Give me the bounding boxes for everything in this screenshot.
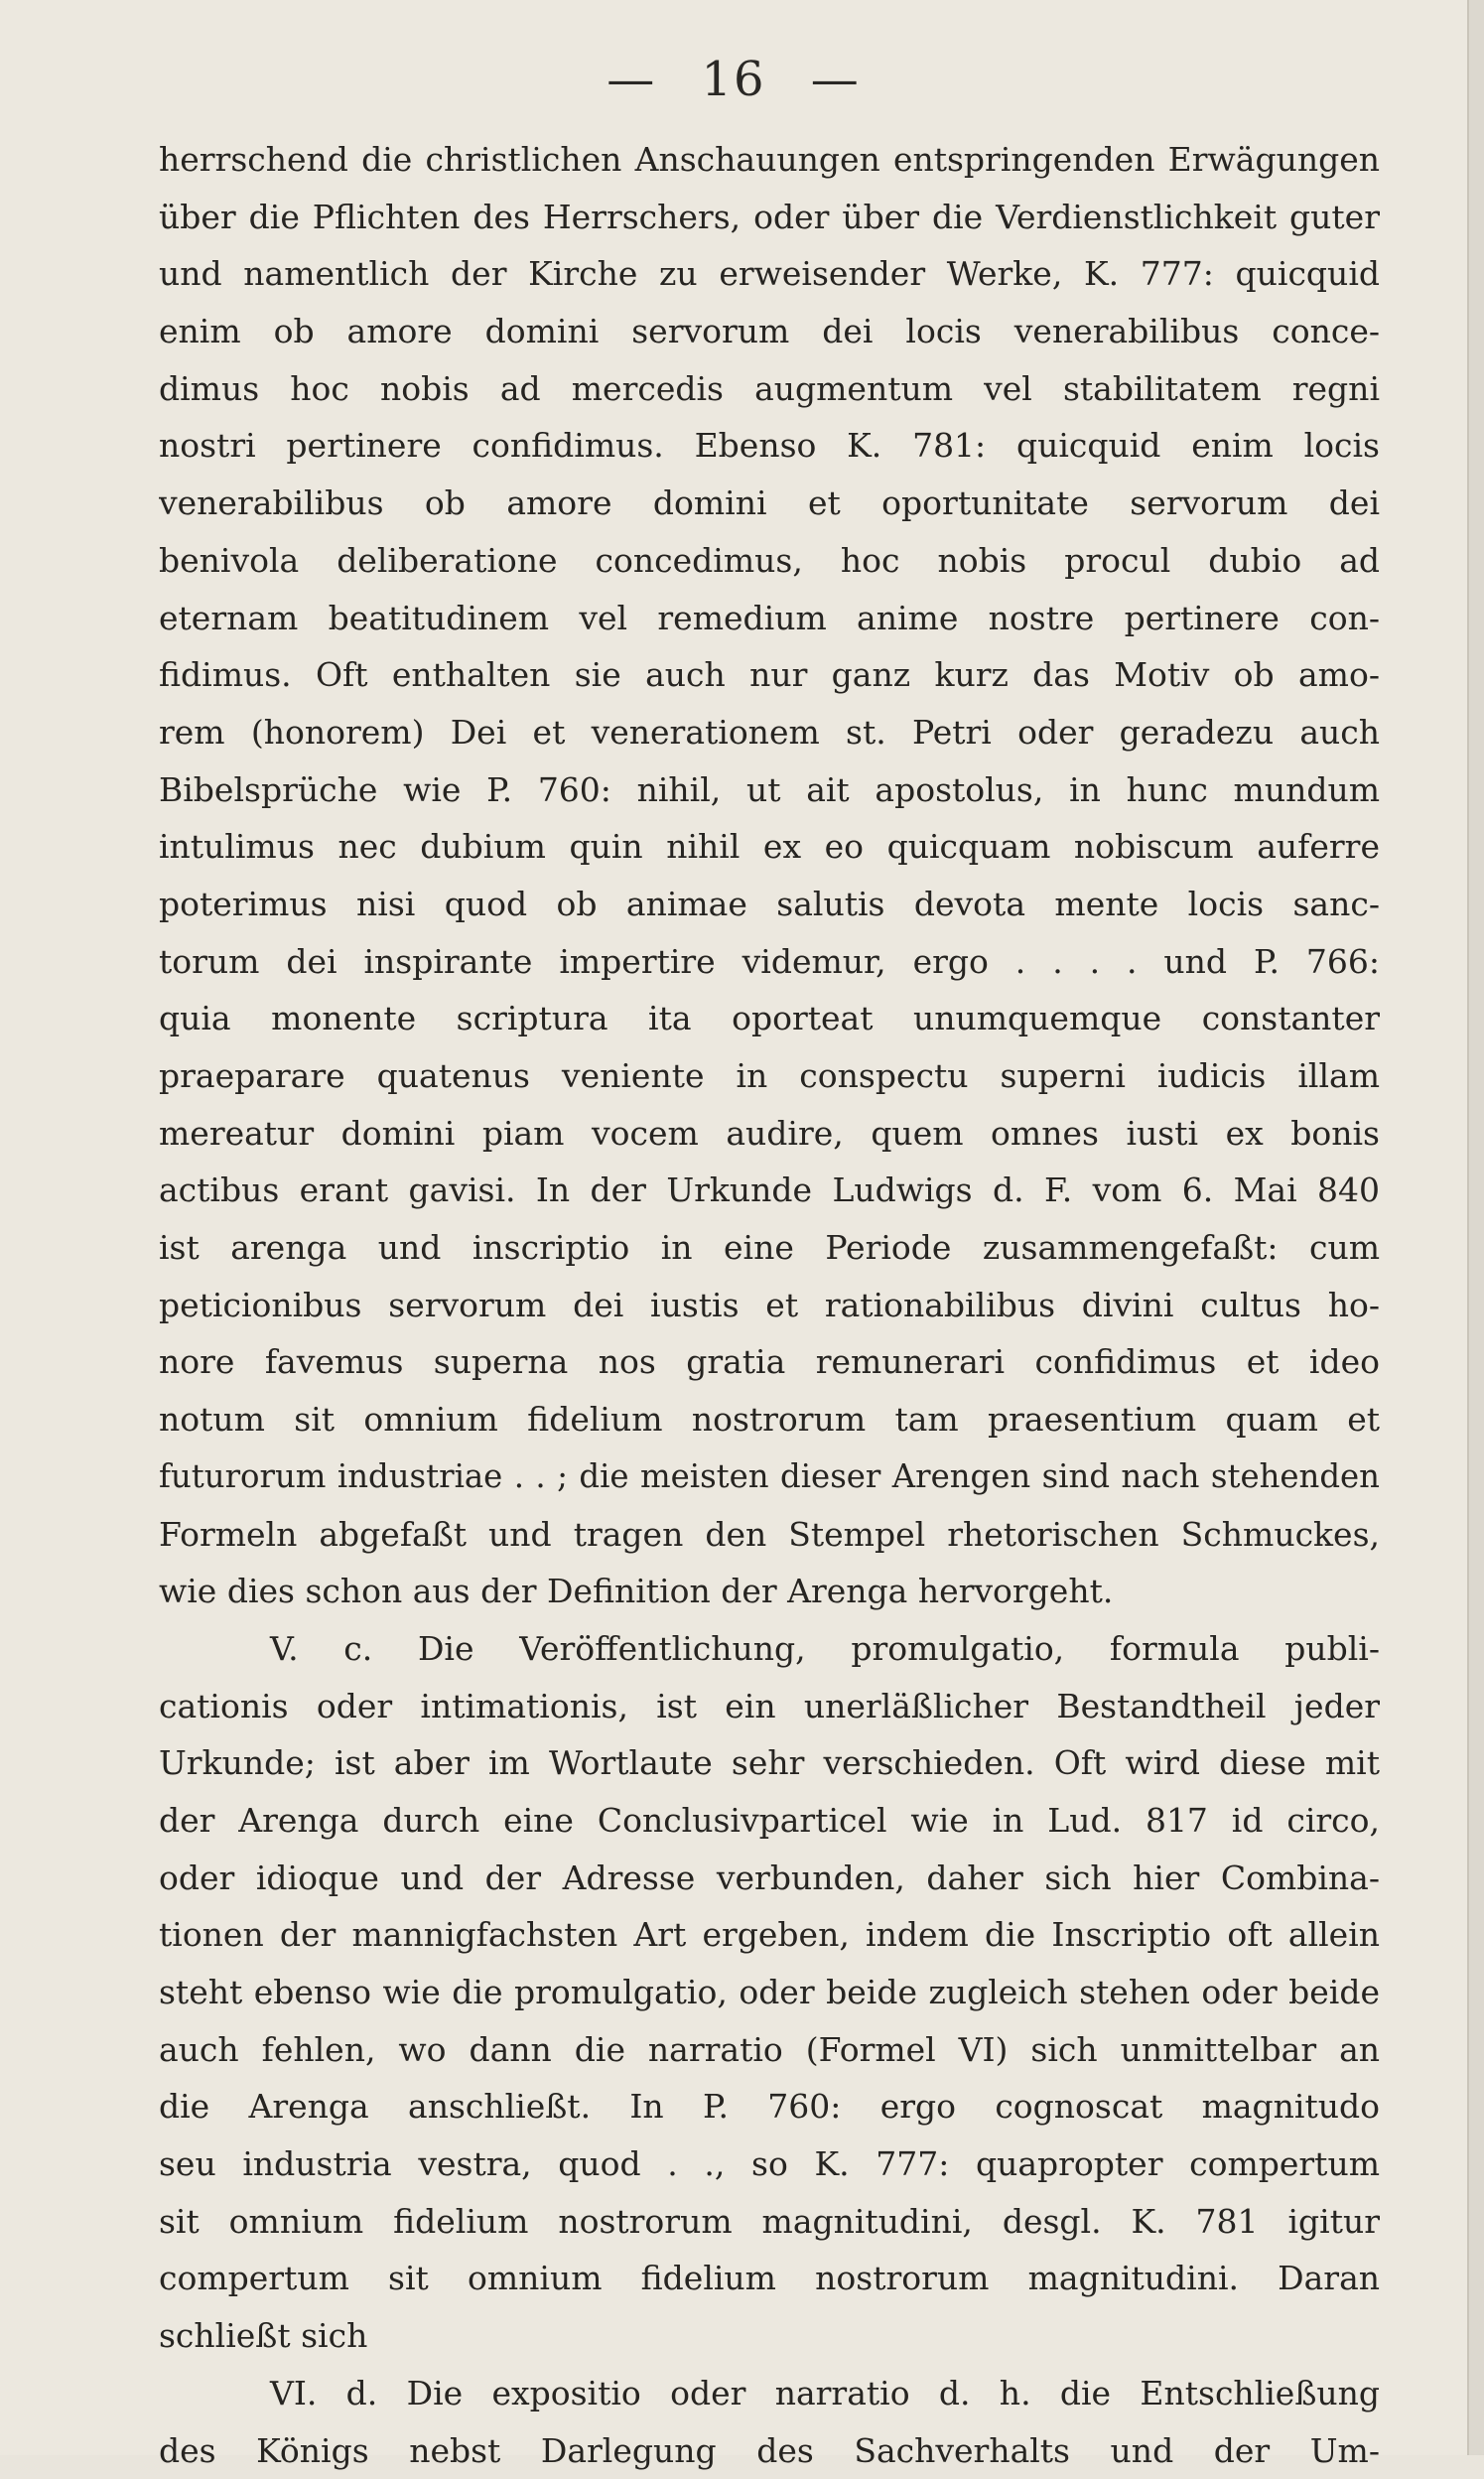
text-line: nostri pertinere confidimus. Ebenso K. 781: quicquid enim locis xyxy=(159,417,1380,475)
text-line: tionen der mannigfachsten Art ergeben, indem die Inscriptio oft allein xyxy=(159,1906,1380,1964)
text-line: torum dei inspirante impertire videmur, ergo . . . . und P. 766: xyxy=(159,933,1380,991)
text-line: des Königs nebst Darlegung des Sachverhalts und der Um- xyxy=(159,2422,1380,2479)
text-line: venerabilibus ob amore domini et oportunitate servorum dei xyxy=(159,475,1380,532)
text-line: futurorum industriae . . ; die meisten dieser Arengen sind nach stehenden xyxy=(159,1448,1380,1506)
text-line: oder idioque und der Adresse verbunden, daher sich hier Combina- xyxy=(159,1850,1380,1907)
text-line: herrschend die christlichen Anschauungen entspringenden Erwägungen xyxy=(159,131,1380,189)
text-line: der Arenga durch eine Conclusivparticel wie in Lud. 817 id circo, xyxy=(159,1792,1380,1850)
text-line: actibus erant gavisi. In der Urkunde Ludwigs d. F. vom 6. Mai 840 xyxy=(159,1162,1380,1219)
text-line: Urkunde; ist aber im Wortlaute sehr verschieden. Oft wird diese mit xyxy=(159,1734,1380,1792)
text-line: enim ob amore domini servorum dei locis venerabilibus conce- xyxy=(159,303,1380,360)
section-heading-line: VI. d. Die expositio oder narratio d. h. die Entschließung xyxy=(159,2365,1380,2422)
text-line: peticionibus servorum dei iustis et rationabilibus divini cultus ho- xyxy=(159,1277,1380,1334)
text-line: wie dies schon aus der Definition der Arenga hervorgeht. xyxy=(159,1563,1380,1620)
text-line: über die Pflichten des Herrschers, oder über die Verdienstlichkeit guter xyxy=(159,189,1380,246)
text-line: mereatur domini piam vocem audire, quem omnes iusti ex bonis xyxy=(159,1105,1380,1163)
text-line: nore favemus superna nos gratia remunerari confidimus et ideo xyxy=(159,1333,1380,1391)
text-line: eternam beatitudinem vel remedium anime nostre pertinere con- xyxy=(159,590,1380,647)
text-line: poterimus nisi quod ob animae salutis devota mente locis sanc- xyxy=(159,876,1380,933)
text-line: Bibelsprüche wie P. 760: nihil, ut ait apostolus, in hunc mundum xyxy=(159,761,1380,819)
text-line: fidimus. Oft enthalten sie auch nur ganz kurz das Motiv ob amo- xyxy=(159,646,1380,704)
text-line: intulimus nec dubium quin nihil ex eo quicquam nobiscum auferre xyxy=(159,818,1380,876)
text-line: rem (honorem) Dei et venerationem st. Petri oder geradezu auch xyxy=(159,704,1380,761)
header-dash-right: — xyxy=(811,52,861,107)
header-dash-left: — xyxy=(607,52,656,107)
text-line: ist arenga und inscriptio in eine Periode zusammengefaßt: cum xyxy=(159,1219,1380,1277)
text-line: benivola deliberatione concedimus, hoc nobis procul dubio ad xyxy=(159,532,1380,590)
text-line: cationis oder intimationis, ist ein unerläßlicher Bestandtheil jeder xyxy=(159,1678,1380,1735)
text-line: notum sit omnium fidelium nostrorum tam praesentium quam et xyxy=(159,1391,1380,1448)
text-line: steht ebenso wie die promulgatio, oder beide zugleich stehen oder beide xyxy=(159,1964,1380,2021)
text-line: sit omnium fidelium nostrorum magnitudini, desgl. K. 781 igitur xyxy=(159,2193,1380,2251)
text-line: quia monente scriptura ita oporteat unumquemque constanter xyxy=(159,990,1380,1047)
text-line: auch fehlen, wo dann die narratio (Formel VI) sich unmittelbar an xyxy=(159,2021,1380,2079)
text-line: schließt sich xyxy=(159,2307,1380,2365)
page-header xyxy=(0,52,1467,107)
text-line: Formeln abgefaßt und tragen den Stempel rhetorischen Schmuckes, xyxy=(159,1506,1380,1564)
body-text xyxy=(159,131,1380,2479)
text-line: praeparare quatenus veniente in conspectu superni iudicis illam xyxy=(159,1047,1380,1105)
section-heading-line: V. c. Die Veröffentlichung, promulgatio, formula publi- xyxy=(159,1620,1380,1678)
text-line: compertum sit omnium fidelium nostrorum magnitudini. Daran xyxy=(159,2250,1380,2307)
text-line: seu industria vestra, quod . ., so K. 777: quapropter compertum xyxy=(159,2135,1380,2193)
page-edge xyxy=(1467,0,1484,2455)
text-line: und namentlich der Kirche zu erweisender Werke, K. 777: quicquid xyxy=(159,245,1380,303)
page-number: 16 xyxy=(701,52,765,107)
text-line: dimus hoc nobis ad mercedis augmentum vel stabilitatem regni xyxy=(159,360,1380,418)
text-line: die Arenga anschließt. In P. 760: ergo cognoscat magnitudo xyxy=(159,2078,1380,2135)
